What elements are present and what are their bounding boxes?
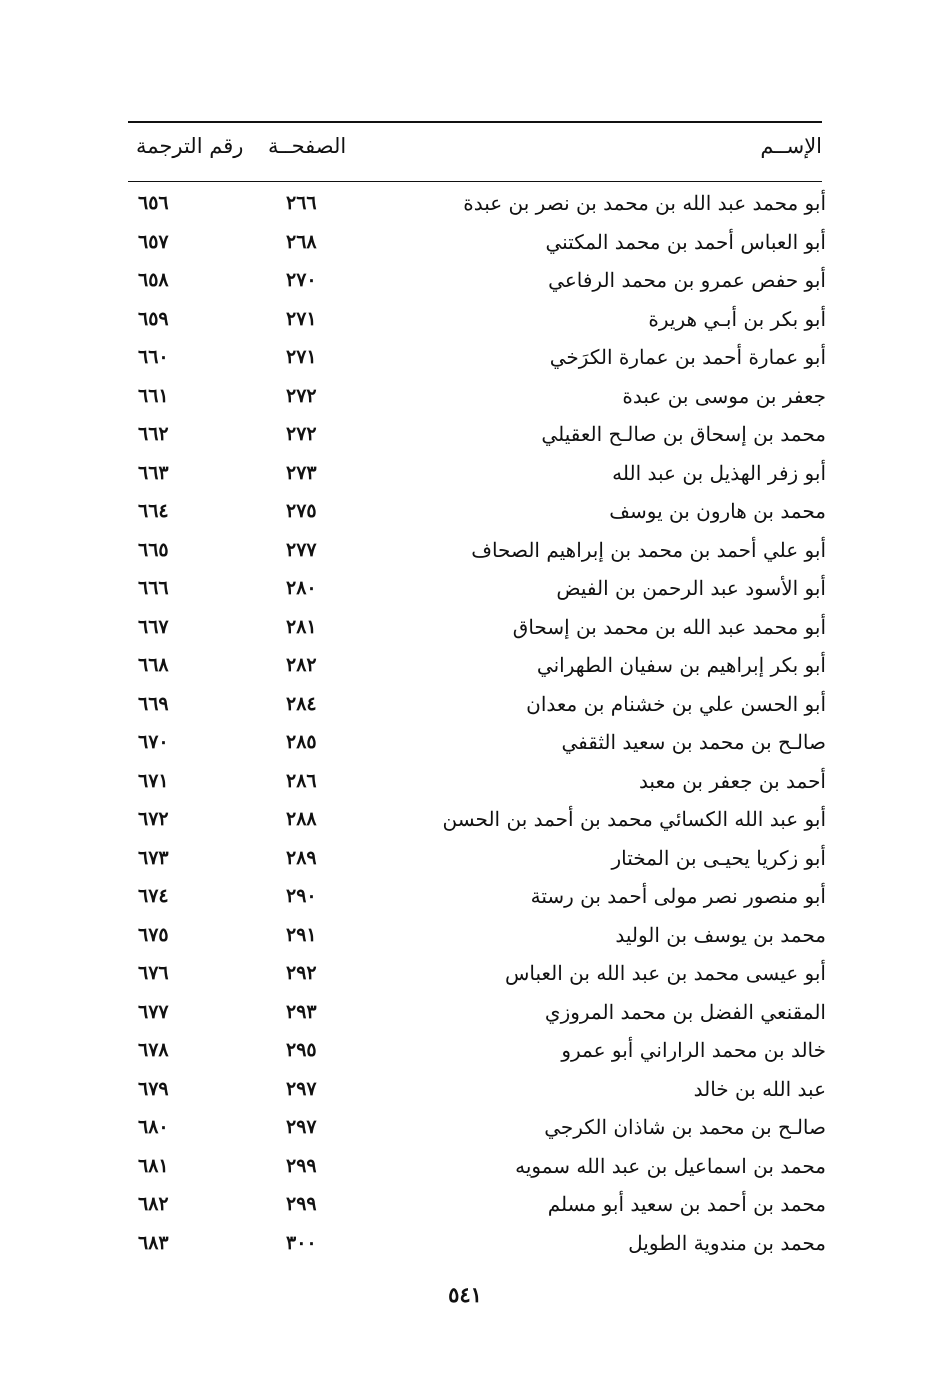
entry-name: خالد بن محمد الراراني أبو عمرو bbox=[561, 1038, 826, 1062]
entry-number: ٦٧٠ bbox=[138, 731, 169, 753]
entry-name: عبد الله بن خالد bbox=[693, 1076, 826, 1101]
entry-number: ٦٧٧ bbox=[138, 1000, 169, 1023]
entry-page: ٣٠٠ bbox=[286, 1231, 317, 1254]
entry-number: ٦٥٧ bbox=[138, 230, 169, 253]
table-row bbox=[128, 531, 830, 570]
entry-page: ٢٩١ bbox=[286, 923, 317, 946]
entry-number: ٦٥٨ bbox=[138, 269, 169, 291]
table-row bbox=[128, 1031, 830, 1070]
table-row bbox=[128, 1185, 830, 1224]
entry-number: ٦٧٨ bbox=[138, 1039, 169, 1061]
entry-name: محمد بن أحمد بن سعيد أبو مسلم bbox=[547, 1192, 826, 1216]
entry-number: ٦٦٣ bbox=[138, 461, 169, 484]
entry-page: ٢٨٤ bbox=[286, 692, 317, 715]
entry-page: ٢٩٠ bbox=[286, 885, 317, 907]
entry-number: ٦٦١ bbox=[138, 384, 169, 407]
table-row bbox=[128, 261, 830, 300]
entry-name: محمد بن اسماعيل بن عبد الله سمويه bbox=[515, 1153, 826, 1178]
entry-page: ٢٩٣ bbox=[286, 1000, 317, 1023]
entry-number: ٦٧٣ bbox=[138, 846, 169, 869]
entry-name: محمد بن مندوية الطويل bbox=[628, 1230, 826, 1255]
entry-name: أبو بكر بن أبـي هريرة bbox=[648, 306, 826, 331]
table-row bbox=[128, 1147, 830, 1186]
table-row bbox=[128, 1224, 830, 1263]
table-row bbox=[128, 916, 830, 955]
entry-number: ٦٦٤ bbox=[138, 500, 169, 522]
table-row bbox=[128, 993, 830, 1032]
header-rule bbox=[128, 181, 822, 182]
table-row bbox=[128, 1108, 830, 1147]
table-row bbox=[128, 223, 830, 262]
entry-name: أبو محمد عبد الله بن محمد بن نصر بن عبدة bbox=[463, 191, 826, 215]
entry-page: ٢٧٣ bbox=[286, 461, 317, 484]
entry-page: ٢٩٥ bbox=[286, 1039, 317, 1061]
entry-page: ٢٧٠ bbox=[286, 269, 317, 291]
entry-number: ٦٦٦ bbox=[138, 577, 169, 599]
table-row bbox=[128, 1070, 830, 1109]
entry-number: ٦٧٩ bbox=[138, 1077, 169, 1100]
entry-name: أبو بكر إبراهيم بن سفيان الطهراني bbox=[536, 653, 826, 677]
entry-name: أحمد بن جعفر بن معبد bbox=[638, 768, 826, 793]
entry-number: ٦٧٢ bbox=[138, 808, 169, 830]
entry-page: ٢٨٥ bbox=[286, 731, 317, 753]
entry-name: صالـح بن محمد بن سعيد الثقفي bbox=[561, 730, 826, 754]
entry-page: ٢٨١ bbox=[286, 615, 317, 638]
table-row bbox=[128, 646, 830, 685]
table-row bbox=[128, 415, 830, 454]
table-header bbox=[128, 128, 828, 172]
entry-page: ٢٧٢ bbox=[286, 423, 317, 445]
entry-name: جعفر بن موسى بن عبدة bbox=[622, 383, 826, 408]
table-row bbox=[128, 338, 830, 377]
entry-number: ٦٨٣ bbox=[138, 1231, 169, 1254]
entry-number: ٦٨١ bbox=[138, 1154, 169, 1177]
entry-name: أبو زكريا يحيـى بن المختار bbox=[611, 845, 826, 870]
entry-number: ٦٧٥ bbox=[138, 923, 169, 946]
entry-number: ٦٥٩ bbox=[138, 307, 169, 330]
entry-page: ٢٧٢ bbox=[286, 384, 317, 407]
table-row bbox=[128, 492, 830, 531]
table-row bbox=[128, 723, 830, 762]
entry-page: ٢٩٩ bbox=[286, 1154, 317, 1177]
entry-page: ٢٨٢ bbox=[286, 654, 317, 676]
entry-name: أبو علي أحمد بن محمد بن إبراهيم الصحاف bbox=[471, 537, 826, 562]
table-row bbox=[128, 569, 830, 608]
table-row bbox=[128, 184, 830, 223]
entry-name: أبو عيسى محمد بن عبد الله بن العباس bbox=[504, 961, 826, 985]
table-row bbox=[128, 877, 830, 916]
header-entry-number: رقم الترجمة bbox=[136, 134, 244, 158]
table-row bbox=[128, 954, 830, 993]
entry-name: أبو محمد عبد الله بن محمد بن إسحاق bbox=[512, 614, 826, 639]
entry-number: ٦٦٧ bbox=[138, 615, 169, 638]
entry-page: ٢٨٠ bbox=[286, 577, 317, 599]
entry-page: ٢٨٦ bbox=[286, 769, 317, 792]
entry-page: ٢٩٧ bbox=[286, 1116, 317, 1138]
entry-page: ٢٩٢ bbox=[286, 962, 317, 984]
entry-name: محمد بن إسحاق بن صالـح العقيلي bbox=[541, 422, 826, 446]
entry-number: ٦٦٥ bbox=[138, 538, 169, 561]
entry-name: صالـح بن محمد بن شاذان الكرجي bbox=[544, 1115, 826, 1139]
entry-name: أبو عمارة أحمد بن عمارة الكرَخي bbox=[549, 345, 826, 369]
entry-name: أبو الأسود عبد الرحمن بن الفيض bbox=[556, 576, 826, 600]
table-row bbox=[128, 377, 830, 416]
entry-name: محمد بن هارون بن يوسف bbox=[609, 499, 826, 523]
entry-page: ٢٩٧ bbox=[286, 1077, 317, 1100]
table-row bbox=[128, 762, 830, 801]
entry-name: المقنعي الفضل بن محمد المروزي bbox=[544, 999, 826, 1024]
entry-name: أبو العباس أحمد بن محمد المكتني bbox=[545, 229, 826, 254]
entry-page: ٢٨٩ bbox=[286, 846, 317, 869]
entry-number: ٦٦٢ bbox=[138, 423, 169, 445]
entry-page: ٢٧٥ bbox=[286, 500, 317, 522]
entry-number: ٦٦٨ bbox=[138, 654, 169, 676]
table-row bbox=[128, 454, 830, 493]
entry-name: أبو عبد الله الكسائي محمد بن أحمد بن الحسن bbox=[442, 807, 826, 831]
entry-number: ٦٨٠ bbox=[138, 1116, 169, 1138]
index-table-body bbox=[128, 184, 830, 1262]
entry-number: ٦٧٦ bbox=[138, 962, 169, 984]
top-rule bbox=[128, 121, 822, 123]
table-row bbox=[128, 839, 830, 878]
entry-number: ٦٦٠ bbox=[138, 346, 169, 368]
entry-number: ٦٨٢ bbox=[138, 1193, 169, 1215]
table-row bbox=[128, 800, 830, 839]
entry-number: ٦٧١ bbox=[138, 769, 169, 792]
entry-number: ٦٦٩ bbox=[138, 692, 169, 715]
entry-number: ٦٧٤ bbox=[138, 885, 169, 907]
entry-page: ٢٦٦ bbox=[286, 192, 317, 214]
entry-page: ٢٨٨ bbox=[286, 808, 317, 830]
entry-page: ٢٩٩ bbox=[286, 1193, 317, 1215]
header-page: الصفحــة bbox=[268, 134, 347, 158]
table-row bbox=[128, 300, 830, 339]
page-number: ٥٤١ bbox=[448, 1282, 482, 1307]
table-row bbox=[128, 685, 830, 724]
entry-page: ٢٧٧ bbox=[286, 538, 317, 561]
entry-page: ٢٧١ bbox=[286, 346, 317, 368]
header-name: الإســم bbox=[760, 134, 822, 158]
entry-name: محمد بن يوسف بن الوليد bbox=[615, 922, 826, 947]
entry-number: ٦٥٦ bbox=[138, 192, 169, 214]
entry-name: أبو منصور نصر مولى أحمد بن رستة bbox=[530, 884, 826, 908]
entry-page: ٢٧١ bbox=[286, 307, 317, 330]
entry-name: أبو زفر الهذيل بن عبد الله bbox=[612, 460, 826, 485]
entry-page: ٢٦٨ bbox=[286, 230, 317, 253]
entry-name: أبو الحسن علي بن خشنام بن معدان bbox=[526, 691, 826, 716]
table-row bbox=[128, 608, 830, 647]
entry-name: أبو حفص عمرو بن محمد الرفاعي bbox=[548, 268, 826, 292]
